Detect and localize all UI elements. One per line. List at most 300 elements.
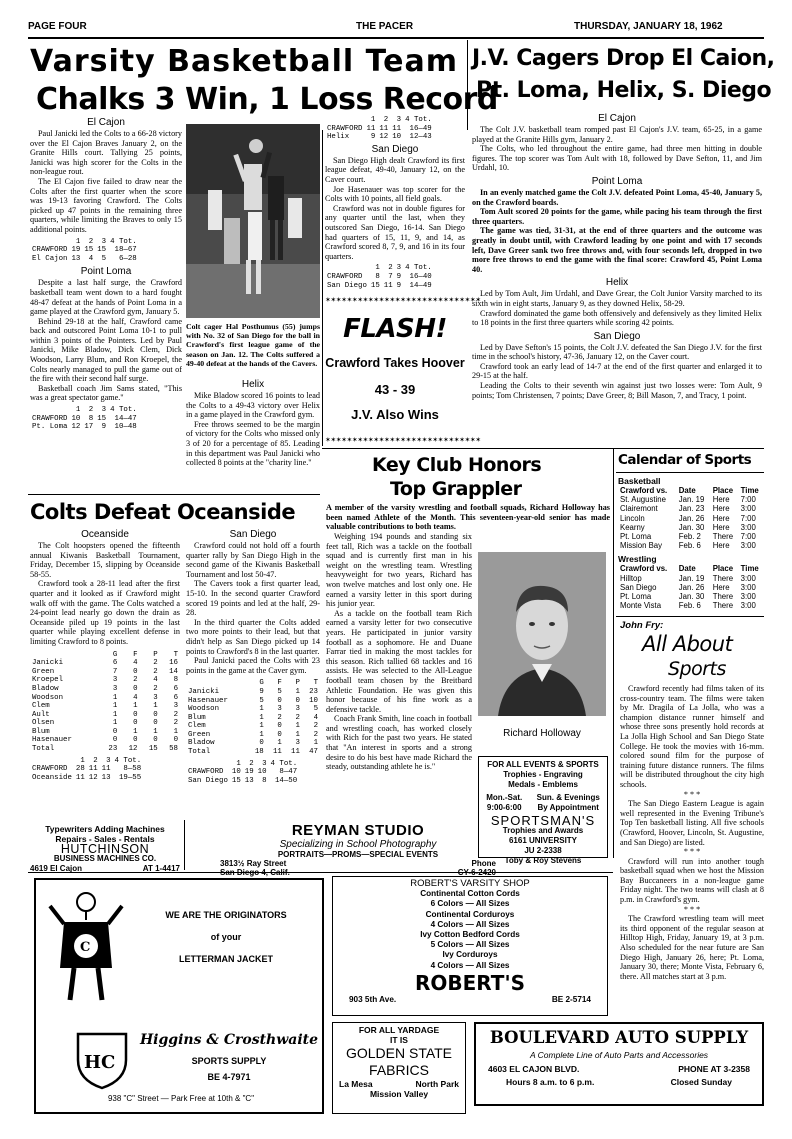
schedule-row: [618, 523, 764, 532]
table-cell: 9: [396, 281, 402, 290]
schedule-cell: 3:00: [740, 541, 756, 551]
table-cell: 1: [259, 705, 264, 714]
row-label: Bladow: [32, 684, 59, 693]
golden-state-ad: [332, 1022, 466, 1114]
table-cell: 7: [112, 667, 118, 676]
table-cell: T: [313, 679, 318, 688]
row-label: Blum: [32, 727, 50, 736]
table-cell: 28: [75, 765, 85, 774]
score-table: [30, 406, 139, 432]
sportsmans-line: JU 2-2338: [524, 846, 562, 855]
table-cell: 8—58: [123, 765, 142, 774]
row-label: El Cajon: [32, 254, 68, 263]
paragraph: The El Cajon five failed to draw near the Colts after the first quarter when the score was 19-13 favoring Crawford. The Colts picked up 47 points in the remaining three quarters, while limiting the Braves to only 15 additional points.: [30, 176, 182, 234]
col-head: Date: [678, 564, 696, 574]
schedule-cell: 3:00: [740, 592, 756, 602]
row-label: Bladow: [188, 739, 215, 748]
table-cell: 4 Tot.: [270, 759, 298, 768]
table-header-row: [30, 757, 143, 766]
boulevard-name: BOULEVARD AUTO SUPPLY: [489, 1028, 749, 1047]
table-cell: 0: [112, 736, 118, 745]
schedule-cell: St. Augustine: [620, 495, 666, 505]
row-label: Hasenauer: [188, 696, 228, 705]
phone: CY-6-2420: [457, 868, 496, 877]
table-cell: 10—48: [114, 423, 137, 432]
hours-value: By Appointment: [537, 803, 599, 812]
table-row: [186, 688, 320, 697]
table-cell: 4 Tot.: [405, 116, 432, 124]
table-row: [325, 125, 434, 134]
higgins-ad: [34, 878, 324, 1114]
table-cell: 0: [173, 736, 178, 745]
table-cell: 23: [108, 745, 118, 754]
column-rule: [467, 40, 468, 130]
schedule-cell: 3:00: [740, 522, 756, 532]
location: North Park: [415, 1079, 459, 1089]
paragraph: Leading the Colts to their seventh win against just two losses were: Tom Ault, 9 points; Tom Christensen, 7 points; Dave Greer, 8; Bill Mason, 7, and Tracy, 1 point.: [472, 381, 762, 400]
portrait-icon: [478, 552, 606, 716]
address: San Diego 4, Calif.: [220, 868, 290, 877]
table-row: [186, 714, 320, 723]
table-cell: 19: [71, 246, 81, 255]
row-label: Green: [188, 730, 211, 739]
table-cell: 13: [244, 776, 254, 785]
paragraph: Led by Tom Ault, Jim Urdahl, and Dave Grear, the Colt Junior Varsity marched to its sixth win in eight starts, January 9, as they downed Helix, 58-29.: [472, 289, 762, 308]
golden-name-1: GOLDEN STATE: [345, 1045, 453, 1061]
score-table: [30, 238, 139, 264]
boulevard-hours: [476, 1077, 762, 1087]
paragraph: Weighing 194 pounds and standing six feet tall, Rich was a tackle on the football squad and is currently first man in his weight on the wrestling team. Wrestling heavyweight for two years, Richard has won twelve matches and lost only one. He earned a varsity letter in this sport during his junior year.: [326, 532, 472, 609]
section-rule: [28, 494, 320, 495]
table-cell: F: [133, 650, 138, 659]
table-cell: 4 Tot.: [110, 237, 137, 246]
varsity-helix-story: [186, 391, 320, 468]
row-label: Total: [188, 748, 211, 757]
table-cell: 3: [295, 739, 300, 748]
jv-story: [472, 112, 762, 400]
table-cell: 12: [88, 773, 98, 782]
schedule-cell: 7:00: [740, 513, 756, 523]
schedule-row: [618, 592, 764, 601]
row-label: [186, 679, 248, 688]
section-rule: [616, 616, 764, 617]
higgins-phone: BE 4-7971: [207, 1072, 251, 1082]
table-row: [186, 748, 320, 757]
score-table: [186, 760, 299, 786]
roberts-item: 5 Colors — All Sizes: [430, 940, 510, 950]
oceanside-subhead: Oceanside: [81, 529, 129, 540]
row-label: CRAWFORD: [32, 246, 68, 255]
table-header-row: [186, 760, 299, 769]
schedule-cell: 3:00: [740, 582, 756, 592]
roberts-name: ROBERT'S: [415, 970, 525, 995]
higgins-line-3: LETTERMAN JACKET: [179, 954, 273, 964]
table-cell: 0: [133, 684, 138, 693]
table-cell: 1: [370, 116, 376, 124]
keyclub-headline-2: Top Grappler: [390, 478, 522, 500]
higgins-name: Higgins & Crosthwaite: [139, 1032, 319, 1048]
table-cell: 2: [153, 684, 158, 693]
table-cell: 8: [173, 676, 178, 685]
roberts-contact: [333, 995, 607, 1005]
table-cell: 11: [383, 281, 393, 290]
row-label: [325, 264, 369, 273]
table-cell: 15: [370, 281, 380, 290]
row-label: Helix: [327, 133, 350, 142]
separator: * * *: [683, 904, 701, 914]
score-table: [325, 264, 434, 290]
schedule-cell: Feb. 6: [678, 601, 701, 611]
table-cell: 14—47: [114, 414, 137, 423]
row-label: Total: [32, 745, 55, 754]
table-cell: 15: [97, 414, 107, 423]
table-cell: 4 Tot.: [405, 264, 432, 273]
table-cell: 4 Tot.: [110, 406, 137, 415]
table-cell: 9: [101, 423, 107, 432]
boulevard-contact: [476, 1064, 762, 1074]
hours-value: 9:00-6:00: [486, 803, 522, 812]
row-label: Hasenauer: [32, 736, 72, 745]
table-cell: 1: [133, 727, 138, 736]
star-border-bottom: ✶✶✶✶✶✶✶✶✶✶✶✶✶✶✶✶✶✶✶✶✶✶✶✶✶✶✶✶✶: [325, 436, 481, 444]
table-cell: 1: [112, 710, 118, 719]
paragraph: Tom Ault scored 20 points for the game, while pacing his team through the first three quarters.: [472, 207, 762, 226]
sportsmans-line: Medals - Emblems: [508, 780, 578, 789]
schedule-cell: Clairemont: [620, 504, 658, 514]
phone: AT 1-4417: [142, 864, 180, 873]
table-cell: 4 Tot.: [114, 756, 142, 765]
paragraph: Joe Hasenauer was top scorer for the Colts with 10 points, all field goals.: [325, 184, 465, 204]
sportsmans-hours: [479, 793, 607, 813]
col-head: Crawford vs.: [620, 564, 668, 574]
holloway-caption: Richard Holloway: [503, 728, 581, 739]
table-cell: 1: [259, 722, 264, 731]
table-cell: 5: [313, 705, 318, 714]
row-label: CRAWFORD: [327, 124, 363, 133]
hours-label: Sun. & Evenings: [536, 793, 600, 802]
table-cell: 1: [133, 702, 138, 711]
svg-text:C: C: [80, 940, 91, 955]
hours-label: Mon.-Sat.: [486, 793, 523, 802]
table-row: [186, 777, 299, 786]
reyman-name: REYMAN STUDIO: [291, 822, 425, 839]
schedule-cell: Jan. 19: [678, 573, 705, 583]
jv-san-diego-subhead: San Diego: [593, 330, 641, 342]
table-cell: 0: [153, 736, 158, 745]
column-rule: [322, 130, 323, 446]
row-label: [186, 760, 230, 769]
roberts-item: Continental Corduroys: [425, 909, 515, 919]
table-row: [30, 668, 180, 677]
schedule-cell: Hilltop: [620, 573, 642, 583]
row-label: Oceanside: [32, 773, 72, 782]
schedule-row: [618, 583, 764, 592]
table-cell: 12: [128, 745, 138, 754]
row-label: Janicki: [188, 687, 220, 696]
paragraph: The Colt hoopsters opened the fifteenth annual Kiwanis Basketball Tournament, Friday, December 15, slipping by Oceanside 58-55.: [30, 541, 180, 579]
schedule-cell: 3:00: [740, 601, 756, 611]
table-cell: 16: [169, 659, 178, 668]
varsity-el-cajon-subhead: El Cajon: [87, 117, 125, 128]
jv-point-loma-story: [472, 188, 762, 274]
table-cell: 3: [396, 116, 402, 124]
header-rule: [28, 37, 764, 39]
schedule-cell: Here: [712, 522, 730, 532]
table-cell: 15: [148, 745, 158, 754]
paragraph: As a tackle on the football team Rich earned a varsity letter for two consecutive years. He participated in junior varsity football as a sophomore. He and Duane Farrar tied in making the most tackles for this season. Rich tallied 68 tackles and 16 assists. He was selected to the All-League football team chosen by the Breitbard Athletic Foundation. He was given this honor because of his fine work as a defensive tackle.: [326, 608, 472, 714]
table-row: [30, 415, 139, 424]
col-head: Time: [740, 486, 759, 495]
schedule-cell: 3:00: [740, 573, 756, 583]
table-cell: 47: [309, 748, 318, 757]
paragraph: The Cavers took a first quarter lead, 15-10. In the second quarter Crawford scored 19 points and led at the half, 29-28.: [186, 579, 320, 618]
paragraph: San Diego High dealt Crawford its first league defeat, 49-40, January 12, on the Caver court.: [325, 155, 465, 184]
varsity-san-diego-story: [325, 156, 465, 262]
paragraph: Crawford took an early lead of 14-7 at the end of the first quarter and enlarged it to 29-15 at the half.: [472, 361, 762, 381]
row-label: Clem: [32, 702, 50, 711]
oceanside-col-2: [186, 528, 320, 785]
table-cell: 2: [383, 116, 389, 124]
varsity-san-diego-subhead: San Diego: [371, 143, 419, 155]
table-row: [30, 676, 180, 685]
table-row: [30, 685, 180, 694]
table-cell: 2: [173, 719, 178, 728]
mascot-logo-icon: [46, 888, 126, 1008]
stats-table: [30, 651, 180, 754]
table-cell: 15: [84, 246, 94, 255]
paragraph: The San Diego Eastern League is again well represented in the Evening Tribune's Top Ten basketball listing. All five schools (Crawford, Hoover, Lincoln, St. Augustine, and San Diego) are listed.: [620, 799, 764, 847]
roberts-item: 4 Colors — All Sizes: [430, 919, 510, 929]
jv-headline-1: J.V. Cagers Drop El Caion,: [472, 46, 775, 71]
sportsmans-line: 6161 UNIVERSITY: [508, 836, 578, 845]
schedule-row: [618, 514, 764, 523]
schedule-row: [618, 504, 764, 513]
paragraph: Free throws seemed to be the margin of victory for the Colts who missed only 3 of 20 for a percentage of 85. Leading in this department was Paul Janicki who collected 8 points at the "charity line.": [186, 419, 320, 468]
table-row: [30, 728, 180, 737]
separator: * * *: [683, 789, 701, 799]
table-header-row: [325, 116, 434, 125]
flash-title: FLASH!: [343, 314, 447, 344]
schedule-cell: San Diego: [620, 582, 657, 592]
row-label: Pt. Loma: [32, 423, 68, 432]
jv-helix-story: [472, 289, 762, 327]
wrestling-title: Wrestling: [618, 554, 657, 565]
table-cell: 11: [392, 124, 402, 133]
table-row: [30, 745, 180, 754]
table-cell: 10: [71, 414, 81, 423]
table-cell: 1: [259, 730, 264, 739]
table-cell: 2: [133, 676, 138, 685]
sportsmans-line: Trophies - Engraving: [503, 770, 583, 779]
jv-point-loma-subhead: Point Loma: [591, 175, 643, 187]
table-cell: 18: [254, 748, 264, 757]
table-cell: 0: [133, 736, 138, 745]
table-cell: 10: [392, 133, 402, 142]
table-cell: 6: [173, 684, 178, 693]
table-row: [30, 255, 139, 264]
higgins-line-4: SPORTS SUPPLY: [191, 1056, 267, 1066]
col-head: Place: [712, 486, 734, 495]
varsity-point-loma-subhead: Point Loma: [80, 266, 132, 278]
table-row: [30, 702, 180, 711]
schedule-cell: Mission Bay: [620, 541, 663, 551]
flash-line-3: J.V. Also Wins: [351, 407, 439, 422]
table-row: [325, 282, 434, 291]
schedule-cell: There: [712, 573, 734, 583]
golden-line: FOR ALL YARDAGE: [358, 1025, 440, 1035]
table-cell: 0: [133, 710, 138, 719]
table-cell: 0: [259, 739, 264, 748]
table-cell: 2: [388, 264, 393, 273]
basketball-photo: [186, 124, 320, 318]
table-cell: 14: [169, 667, 178, 676]
address: 3813½ Ray Street: [220, 859, 287, 868]
row-label: CRAWFORD: [188, 768, 224, 777]
table-cell: F: [277, 679, 282, 688]
phone: BE 2-5714: [551, 994, 591, 1004]
oceanside-story: [30, 541, 180, 647]
table-cell: 3: [112, 676, 118, 685]
table-cell: 15: [231, 776, 241, 785]
table-cell: 1: [112, 693, 118, 702]
table-header-row: [30, 651, 180, 660]
ad-line: Repairs - Sales - Rentals: [55, 834, 155, 844]
row-label: CRAWFORD: [327, 272, 363, 281]
schedule-cell: Here: [712, 504, 730, 514]
schedule-cell: Here: [712, 513, 730, 523]
row-label: Blum: [188, 713, 206, 722]
table-cell: 17: [84, 423, 94, 432]
table-cell: 6: [173, 693, 178, 702]
keyclub-headline-1: Key Club Honors: [372, 454, 542, 476]
table-cell: 9: [396, 272, 402, 281]
table-cell: 0: [277, 730, 282, 739]
sportsmans-line: Trophies and Awards: [502, 826, 584, 835]
ad-line: BUSINESS MACHINES CO.: [53, 854, 157, 863]
table-cell: 15: [97, 246, 107, 255]
table-cell: 1: [313, 739, 318, 748]
jv-helix-subhead: Helix: [605, 277, 629, 289]
golden-location: Mission Valley: [369, 1089, 429, 1099]
table-cell: 2: [313, 722, 318, 731]
table-cell: 14—50: [274, 776, 298, 785]
table-cell: 2: [153, 659, 158, 668]
table-cell: 0: [153, 710, 158, 719]
column-story: [620, 684, 764, 981]
table-cell: 1: [153, 727, 158, 736]
varsity-helix-subhead: Helix: [241, 379, 265, 390]
tournament-san-diego-story: [186, 541, 320, 675]
golden-name-2: FABRICS: [369, 1062, 429, 1078]
row-label: [30, 757, 74, 766]
page-number: PAGE FOUR: [28, 21, 87, 32]
paragraph: In an evenly matched game the Colt J.V. defeated Point Loma, 45-40, January 5, on the Crawford boards.: [472, 187, 762, 207]
closed-note: Closed Sunday: [670, 1077, 732, 1087]
table-cell: 13: [101, 773, 111, 782]
table-row: [186, 705, 320, 714]
paragraph: Crawford dominated the game both offensively and defensively as they limited Helix to 18 points in the first three quarters while scoring 42 points.: [472, 308, 762, 328]
table-cell: P: [153, 650, 158, 659]
table-cell: 1: [112, 702, 118, 711]
newspaper-name: THE PACER: [356, 21, 414, 32]
row-label: Clem: [188, 722, 206, 731]
schedule-cell: Monte Vista: [620, 601, 662, 611]
jv-el-cajon-subhead: El Cajon: [598, 113, 636, 124]
table-cell: 0: [133, 667, 138, 676]
table-cell: 13: [71, 254, 81, 263]
paragraph: The game was tied, 31-31, at the end of three quarters and the outcome was greatly in doubt until, with Crawford leading by one point and with 17 seconds left, Dave Greer sank two free throws and, with four seconds left, dropped in two more free throws to end the game with the final score: Crawford 45, Point Loma 40.: [472, 226, 762, 274]
table-cell: 11: [379, 124, 389, 133]
roberts-item: Continental Cotton Cords: [420, 889, 520, 899]
table-cell: 2: [277, 713, 282, 722]
ad-line: Typewriters Adding Machines: [45, 824, 165, 834]
paragraph: Crawford will run into another tough basketball squad when we host the Mission Bay Buccaneers in a non-league game Friday night. The two teams will clash at 8 p.m. in Crawford's gym.: [620, 856, 764, 905]
table-row: [30, 694, 180, 703]
schedule-cell: Jan. 26: [678, 582, 705, 592]
table-cell: 1: [236, 759, 241, 768]
paragraph: Coach Frank Smith, line coach in football and wrestling coach, has worked closely with Rich for the past two years. He stated that "An interest in sports and a strong desire to do his best have made Richard the steady, outstanding athlete he is.": [326, 714, 472, 772]
table-cell: 11: [291, 748, 300, 757]
row-label: [325, 116, 364, 125]
section-rule: [28, 872, 613, 873]
golden-line: IT IS: [390, 1035, 408, 1045]
table-cell: 5: [277, 687, 282, 696]
table-row: [325, 273, 434, 282]
table-cell: 58: [169, 745, 178, 754]
table-cell: 8—47: [279, 768, 298, 777]
flash-box: [325, 296, 481, 446]
issue-date: THURSDAY, JANUARY 18, 1962: [574, 21, 723, 32]
location: La Mesa: [339, 1079, 373, 1089]
table-cell: 19: [244, 768, 254, 777]
table-cell: 3: [153, 693, 158, 702]
table-cell: 1: [80, 756, 85, 765]
table-cell: 3: [295, 705, 300, 714]
address: 903 5th Ave.: [349, 994, 397, 1004]
stats-table: [186, 679, 320, 756]
table-cell: 10: [257, 768, 267, 777]
schedule-cell: Feb. 2: [678, 532, 701, 542]
paragraph: Crawford was not in double figures for any quarter until the last, when they outscored San Diego, 16-14. San Diego had quarters of 15, 11, 9, and 14, as Crawford scored 8, 7, 9, and 16 in its four quarters.: [325, 203, 465, 261]
column-title-2: Sports: [668, 658, 726, 680]
table-row: [186, 739, 320, 748]
schedule-cell: Here: [712, 582, 730, 592]
table-cell: 3: [396, 264, 402, 273]
table-cell: 18—67: [114, 246, 137, 255]
oceanside-headline: Colts Defeat Oceanside: [30, 500, 296, 524]
row-label: CRAWFORD: [32, 765, 68, 774]
roberts-item: Ivy Cotton Bedford Cords: [420, 930, 520, 940]
paragraph: The Colt J.V. basketball team romped past El Cajon's J.V. team, 65-25, in a game played at the Granite Hills gym, January 2.: [472, 125, 762, 144]
basketball-title: Basketball: [618, 476, 661, 486]
table-row: [186, 697, 320, 706]
table-cell: 2: [88, 406, 94, 415]
row-label: San Diego: [188, 776, 228, 785]
score-table: [30, 757, 143, 783]
table-cell: 6: [112, 659, 118, 668]
table-cell: 1: [259, 713, 264, 722]
table-cell: 14—49: [409, 281, 432, 290]
table-cell: 1: [153, 702, 158, 711]
table-cell: 9: [259, 687, 264, 696]
hours: Hours 8 a.m. to 6 p.m.: [506, 1077, 595, 1087]
row-label: [30, 651, 99, 660]
hutchinson-name: HUTCHINSON: [60, 842, 150, 856]
boulevard-line: A Complete Line of Auto Parts and Accessories: [529, 1050, 709, 1060]
varsity-el-cajon-story: [30, 129, 182, 235]
table-row: [186, 768, 299, 777]
varsity-headline-2: Chalks 3 Win, 1 Loss Record: [36, 82, 498, 117]
